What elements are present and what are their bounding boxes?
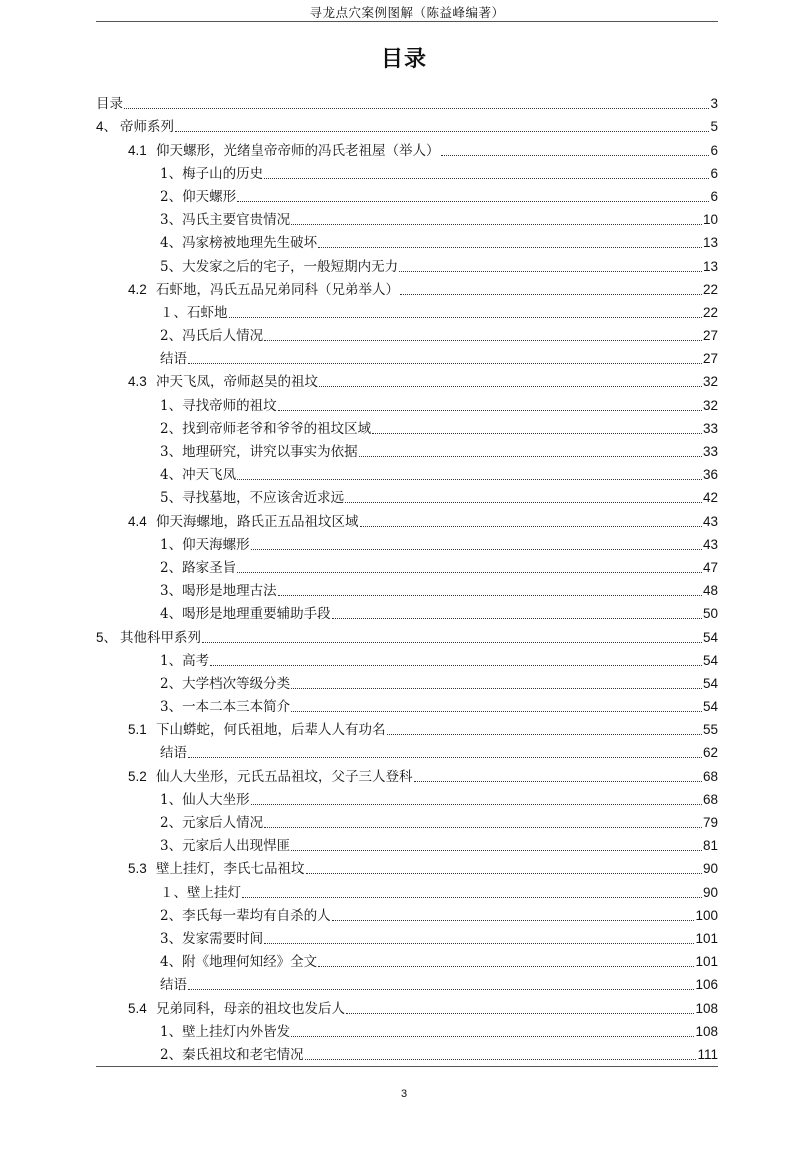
dot-leader bbox=[291, 710, 702, 712]
toc-entry[interactable] bbox=[96, 276, 718, 299]
toc-entry-page: 5 bbox=[710, 119, 718, 135]
toc-entry[interactable] bbox=[96, 855, 718, 878]
dot-leader bbox=[264, 826, 702, 828]
toc-entry-title: 2、冯氏后人情况 bbox=[160, 328, 264, 345]
toc-entry-page: 42 bbox=[702, 490, 718, 506]
toc-entry-title: 2、李氏每一辈均有自杀的人 bbox=[160, 907, 331, 924]
toc-entry-page: 27 bbox=[702, 351, 718, 367]
toc-entry-number: 4.3 bbox=[128, 374, 147, 390]
dot-leader bbox=[188, 988, 694, 990]
toc-entry-title: 5、大发家之后的宅子，一般短期内无力 bbox=[160, 258, 399, 275]
toc-entry-page: 54 bbox=[702, 699, 718, 715]
toc-entry[interactable] bbox=[96, 345, 718, 368]
dot-leader bbox=[188, 362, 702, 364]
toc-entry[interactable] bbox=[96, 136, 718, 159]
toc-entry-page: 27 bbox=[702, 328, 718, 344]
toc-entry-page: 33 bbox=[702, 444, 718, 459]
page-title: 目录 bbox=[380, 47, 427, 72]
toc-entry[interactable] bbox=[96, 1018, 718, 1041]
toc-entry-page: 13 bbox=[702, 258, 718, 274]
toc-entry-title: 帝师系列 bbox=[120, 119, 174, 136]
toc-entry-title: 1、仰天海螺形 bbox=[160, 536, 250, 553]
dot-leader bbox=[372, 432, 702, 434]
dot-leader bbox=[399, 270, 702, 272]
toc-entry-page: 10 bbox=[702, 212, 718, 228]
toc-entry[interactable] bbox=[96, 902, 718, 925]
toc-entry-page: 54 bbox=[702, 675, 718, 691]
dot-leader bbox=[278, 409, 702, 411]
toc-entry-title: 1、仙人大坐形 bbox=[160, 791, 250, 808]
dot-leader bbox=[175, 130, 709, 132]
dot-leader bbox=[332, 617, 702, 619]
toc-entry[interactable] bbox=[96, 484, 718, 507]
toc-entry-title: 石虾地，冯氏五品兄弟同科（兄弟举人） bbox=[156, 281, 399, 298]
toc-entry-page: 43 bbox=[702, 513, 718, 529]
page-number: 3 bbox=[400, 1088, 408, 1100]
toc-entry-title: 仙人大坐形，元氏五品祖坟，父子三人登科 bbox=[156, 768, 413, 785]
toc-entry-title: 4、冲天飞凤 bbox=[160, 467, 237, 484]
toc-entry-number: 4.4 bbox=[128, 513, 147, 529]
toc-entry-number: 5.3 bbox=[128, 861, 147, 877]
toc-entry[interactable] bbox=[96, 438, 718, 461]
toc-entry-page: 62 bbox=[702, 745, 718, 761]
dot-leader bbox=[319, 385, 702, 387]
dot-leader bbox=[229, 316, 702, 318]
toc-entry[interactable] bbox=[96, 647, 718, 670]
dot-leader bbox=[441, 154, 710, 156]
dot-leader bbox=[332, 919, 695, 921]
toc-entry-number: 5.1 bbox=[128, 722, 147, 738]
toc-entry[interactable] bbox=[96, 739, 718, 762]
toc-entry[interactable] bbox=[96, 762, 718, 785]
toc-entry-page: 22 bbox=[702, 304, 718, 320]
toc-entry-page: 48 bbox=[702, 583, 718, 599]
toc-entry[interactable] bbox=[96, 948, 718, 971]
toc-entry[interactable] bbox=[96, 183, 718, 206]
dot-leader bbox=[264, 177, 709, 179]
toc-entry-title: 4、冯家榜被地理先生破坏 bbox=[160, 235, 318, 252]
toc-entry-title: 2、仰天螺形 bbox=[160, 188, 237, 205]
toc-entry[interactable] bbox=[96, 322, 718, 345]
dot-leader bbox=[242, 896, 702, 898]
toc-entry-title: 1、高考 bbox=[160, 652, 210, 669]
toc-entry-page: 90 bbox=[702, 884, 718, 900]
dot-leader bbox=[237, 200, 709, 202]
toc-entry[interactable] bbox=[96, 113, 718, 136]
toc-entry-title: 下山蟒蛇，何氏祖地，后辈人人有功名 bbox=[156, 722, 386, 739]
toc-entry[interactable] bbox=[96, 623, 718, 646]
dot-leader bbox=[305, 1058, 697, 1060]
toc-entry-title: 结语 bbox=[160, 977, 187, 994]
toc-entry-page: 79 bbox=[702, 815, 718, 830]
toc-entry-title: 3、发家需要时间 bbox=[160, 930, 264, 947]
toc-entry-page: 68 bbox=[702, 791, 718, 807]
dot-leader bbox=[387, 733, 702, 735]
toc-entry-page: 32 bbox=[702, 374, 718, 390]
dot-leader bbox=[291, 1035, 694, 1037]
dot-leader bbox=[188, 756, 702, 758]
dot-leader bbox=[318, 965, 694, 967]
toc-entry-title: 1、梅子山的历史 bbox=[160, 165, 264, 182]
toc-entry-title: 4、附《地理何知经》全文 bbox=[160, 954, 318, 971]
dot-leader bbox=[264, 942, 694, 944]
dot-leader bbox=[124, 107, 709, 109]
toc-entry[interactable] bbox=[96, 994, 718, 1017]
toc-entry-page: 101 bbox=[695, 954, 718, 970]
toc-entry[interactable] bbox=[96, 554, 718, 577]
toc-entry-page: 36 bbox=[702, 467, 718, 483]
toc-entry-page: 111 bbox=[697, 1046, 718, 1062]
dot-leader bbox=[400, 293, 702, 295]
toc-entry-page: 43 bbox=[702, 536, 718, 552]
toc-entry-page: 22 bbox=[702, 281, 718, 297]
dot-leader bbox=[291, 849, 702, 851]
toc-entry-page: 3 bbox=[710, 96, 718, 112]
toc-entry-page: 108 bbox=[695, 1000, 718, 1016]
toc-entry[interactable] bbox=[96, 368, 718, 391]
toc-entry-page: 100 bbox=[695, 907, 718, 923]
toc-entry-title: 3、元家后人出现悍匪 bbox=[160, 838, 291, 855]
toc-entry[interactable] bbox=[96, 832, 718, 855]
toc-entry[interactable] bbox=[96, 252, 718, 275]
toc-entry-page: 54 bbox=[702, 629, 718, 645]
dot-leader bbox=[345, 501, 702, 503]
footer-divider bbox=[96, 1066, 718, 1067]
toc-entry-title: 2、元家后人情况 bbox=[160, 815, 264, 831]
toc-entry[interactable] bbox=[96, 507, 718, 530]
toc-entry[interactable] bbox=[96, 670, 718, 693]
toc-entry-title: 5、寻找墓地，不应该舍近求远 bbox=[160, 490, 345, 507]
toc-entry-title: 兄弟同科，母亲的祖坟也发后人 bbox=[156, 1000, 345, 1017]
toc-entry-title: 1、壁上挂灯内外皆发 bbox=[160, 1023, 291, 1040]
toc-entry[interactable] bbox=[96, 577, 718, 600]
dot-leader bbox=[264, 339, 702, 341]
dot-leader bbox=[278, 594, 702, 596]
toc-entry[interactable] bbox=[96, 1041, 718, 1064]
toc-entry[interactable] bbox=[96, 229, 718, 252]
toc-entry-title: 2、秦氏祖坟和老宅情况 bbox=[160, 1046, 304, 1063]
toc-entry[interactable] bbox=[96, 90, 718, 113]
dot-leader bbox=[237, 571, 702, 573]
toc-entry-page: 6 bbox=[710, 142, 718, 158]
toc-entry-title: 3、喝形是地理古法 bbox=[160, 583, 277, 600]
toc-entry[interactable] bbox=[96, 415, 718, 438]
toc-entry-number: 5.4 bbox=[128, 1000, 147, 1016]
toc-entry[interactable] bbox=[96, 878, 718, 901]
toc-entry-number: 4.2 bbox=[128, 281, 147, 297]
header-divider bbox=[96, 21, 718, 22]
dot-leader bbox=[318, 246, 702, 248]
toc-entry[interactable] bbox=[96, 971, 718, 994]
toc-entry-title: 壁上挂灯，李氏七品祖坟 bbox=[156, 861, 305, 878]
toc-entry-title: １、石虾地 bbox=[160, 304, 228, 321]
toc-entry-title: 3、地理研究，讲究以事实为依据 bbox=[160, 444, 358, 460]
toc-entry-page: 50 bbox=[702, 606, 718, 622]
toc-entry-page: 13 bbox=[702, 235, 718, 251]
dot-leader bbox=[346, 1012, 694, 1014]
toc-entry[interactable] bbox=[96, 600, 718, 623]
toc-entry-page: 81 bbox=[702, 838, 718, 854]
dot-leader bbox=[414, 780, 702, 782]
toc-entry-title: 结语 bbox=[160, 351, 187, 368]
toc-entry[interactable] bbox=[96, 786, 718, 809]
toc-entry-page: 101 bbox=[695, 930, 718, 946]
toc-entry[interactable] bbox=[96, 925, 718, 948]
toc-entry-number: 4、 bbox=[96, 119, 118, 135]
toc-entry-page: 108 bbox=[695, 1023, 718, 1039]
toc-entry[interactable] bbox=[96, 299, 718, 322]
toc-entry-title: 1、寻找帝师的祖坟 bbox=[160, 397, 277, 414]
toc-entry-page: 55 bbox=[702, 722, 718, 738]
toc-entry-title: １、壁上挂灯 bbox=[160, 884, 241, 901]
toc-entry-title: 3、一本二本三本简介 bbox=[160, 699, 291, 716]
toc-entry[interactable] bbox=[96, 160, 718, 183]
dot-leader bbox=[251, 548, 702, 550]
toc-entry-title: 2、找到帝师老爷和爷爷的祖坟区域 bbox=[160, 420, 372, 437]
toc-entry-page: 54 bbox=[702, 652, 718, 668]
toc-entry-title: 结语 bbox=[160, 745, 187, 762]
dot-leader bbox=[202, 641, 702, 643]
toc-entry-title: 目录 bbox=[96, 96, 123, 113]
toc-entry[interactable] bbox=[96, 391, 718, 414]
toc-entry-page: 90 bbox=[702, 861, 718, 877]
toc-entry-page: 106 bbox=[695, 977, 718, 993]
toc-entry-page: 47 bbox=[702, 559, 718, 575]
toc-entry-title: 3、冯氏主要官贵情况 bbox=[160, 212, 291, 229]
toc-entry-title: 2、大学档次等级分类 bbox=[160, 675, 291, 692]
dot-leader bbox=[306, 872, 702, 874]
dot-leader bbox=[291, 687, 702, 689]
toc-entry-title: 2、路家圣旨 bbox=[160, 559, 237, 576]
dot-leader bbox=[251, 803, 702, 805]
toc-entry-page: 6 bbox=[710, 165, 718, 181]
toc-entry-title: 冲天飞凤，帝师赵昊的祖坟 bbox=[156, 374, 318, 391]
running-header: 寻龙点穴案例图解（陈益峰编著） bbox=[309, 5, 505, 20]
toc-entry-number: 5.2 bbox=[128, 768, 147, 784]
toc-entry-page: 33 bbox=[702, 420, 718, 436]
toc-entry-page: 6 bbox=[710, 188, 718, 204]
dot-leader bbox=[237, 478, 702, 480]
toc-entry-number: 5、 bbox=[96, 629, 118, 645]
dot-leader bbox=[360, 525, 702, 527]
dot-leader bbox=[291, 223, 702, 225]
toc-entry-title: 仰天海螺地，路氏正五品祖坟区域 bbox=[156, 513, 359, 530]
toc-entry[interactable] bbox=[96, 461, 718, 484]
toc-entry[interactable] bbox=[96, 531, 718, 554]
toc-entry[interactable] bbox=[96, 206, 718, 229]
dot-leader bbox=[210, 664, 702, 666]
toc-entry[interactable] bbox=[96, 693, 718, 716]
toc-entry-page: 32 bbox=[702, 397, 718, 413]
toc-entry-page: 68 bbox=[702, 768, 718, 784]
toc-entry-number: 4.1 bbox=[128, 142, 147, 158]
table-of-contents bbox=[96, 90, 718, 1064]
toc-entry-title: 其他科甲系列 bbox=[120, 629, 201, 646]
toc-entry-title: 仰天螺形，光绪皇帝帝师的冯氏老祖屋（举人） bbox=[156, 142, 440, 159]
toc-entry-title: 4、喝形是地理重要辅助手段 bbox=[160, 606, 331, 623]
toc-entry[interactable] bbox=[96, 809, 718, 832]
dot-leader bbox=[359, 455, 702, 457]
toc-entry[interactable] bbox=[96, 716, 718, 739]
